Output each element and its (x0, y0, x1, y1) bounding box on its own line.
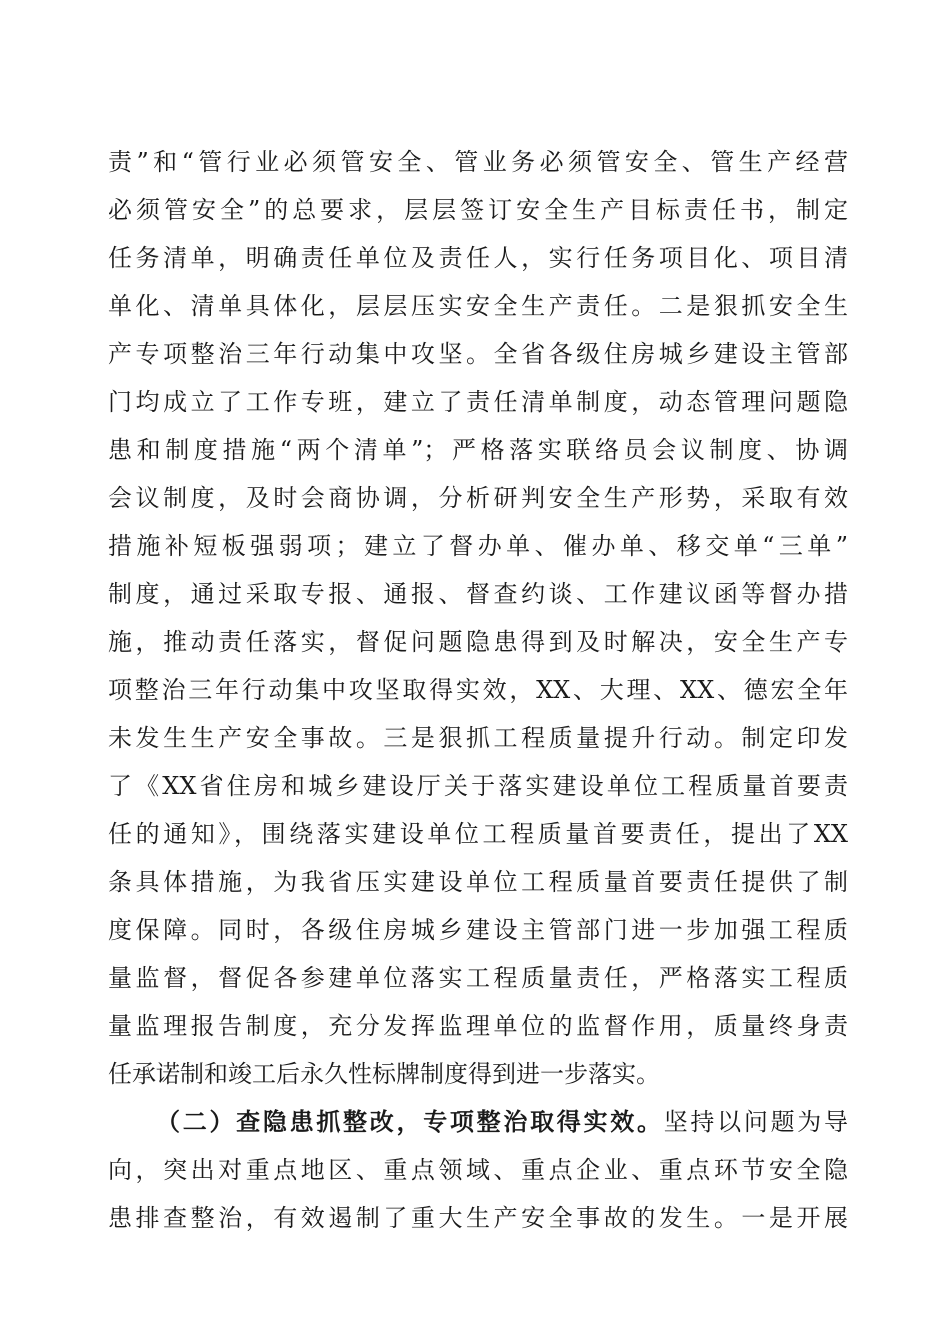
text-line: 项整治三年行动集中攻坚取得实效，XX、大理、XX、德宏全年 (108, 676, 848, 704)
text-line: 量监督，督促各参建单位落实工程质量责任，严格落实工程质 (108, 964, 848, 992)
text-line: 责”和“管行业必须管安全、管业务必须管安全、管生产经营 (108, 148, 848, 176)
text-line: 任承诺制和竣工后永久性标牌制度得到进一步落实。 (108, 1060, 660, 1088)
paragraph-2 (108, 1098, 848, 1242)
text-line (108, 1098, 848, 1146)
text-line: 患和制度措施“两个清单”；严格落实联络员会议制度、协调 (108, 436, 848, 464)
text-line: 任务清单，明确责任单位及责任人，实行任务项目化、项目清 (108, 244, 848, 272)
text-line: 制度，通过采取专报、通报、督查约谈、工作建议函等督办措 (108, 580, 848, 608)
text-line: 产专项整治三年行动集中攻坚。全省各级住房城乡建设主管部 (108, 340, 848, 368)
text-line: 度保障。同时，各级住房城乡建设主管部门进一步加强工程质 (108, 916, 848, 944)
body-text (108, 138, 848, 1242)
text-line: 了《XX省住房和城乡建设厅关于落实建设单位工程质量首要责 (108, 772, 848, 800)
text-line: 患排查整治，有效遏制了重大生产安全事故的发生。一是开展 (108, 1204, 848, 1232)
text-line: 单化、清单具体化，层层压实安全生产责任。二是狠抓安全生 (108, 292, 848, 320)
text-line: 向，突出对重点地区、重点领域、重点企业、重点环节安全隐 (108, 1156, 848, 1184)
text-line: 量监理报告制度，充分发挥监理单位的监督作用，质量终身责 (108, 1012, 848, 1040)
text-line: 任的通知》，围绕落实建设单位工程质量首要责任，提出了XX (108, 820, 848, 848)
text-line: 条具体措施，为我省压实建设单位工程质量首要责任提供了制 (108, 868, 848, 896)
text-line: 必须管安全”的总要求，层层签订安全生产目标责任书，制定 (108, 196, 848, 224)
text-line: 门均成立了工作专班，建立了责任清单制度，动态管理问题隐 (108, 388, 848, 416)
text-line: 未发生生产安全事故。三是狠抓工程质量提升行动。制定印发 (108, 724, 848, 752)
text-line: 会议制度，及时会商协调，分析研判安全生产形势，采取有效 (108, 484, 848, 512)
paragraph-1 (108, 138, 848, 1098)
text-line: 施，推动责任落实，督促问题隐患得到及时解决，安全生产专 (108, 628, 848, 656)
text-line: 措施补短板强弱项；建立了督办单、催办单、移交单“三单” (108, 532, 848, 560)
text-run: 坚持以问题为导 (663, 1108, 849, 1136)
section-heading: （二）查隐患抓整改，专项整治取得实效。 (156, 1107, 664, 1136)
